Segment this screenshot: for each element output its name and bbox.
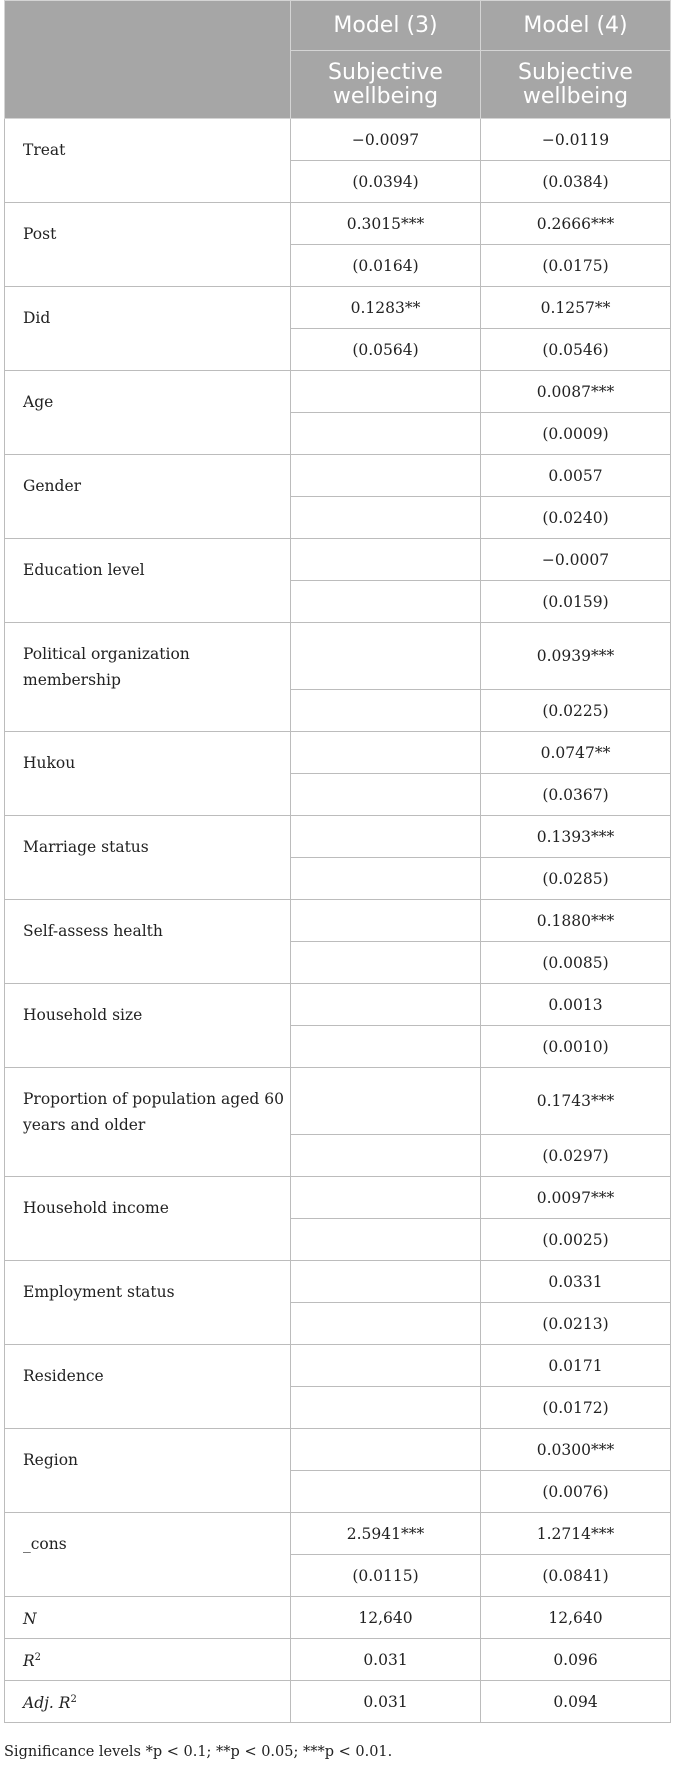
- coef-model-3: 2.5941***: [291, 1513, 481, 1555]
- table-row: [5, 371, 671, 413]
- table-row: [5, 1345, 671, 1387]
- table-row: [5, 539, 671, 581]
- table-row: [5, 287, 671, 329]
- table-row: [5, 732, 671, 774]
- coef-model-3: [291, 539, 481, 581]
- coef-model-4: 1.2714***: [481, 1513, 671, 1555]
- coef-model-4: 0.0300***: [481, 1429, 671, 1471]
- se-model-3: (0.0164): [291, 245, 481, 287]
- row-label: Political organization membership: [5, 623, 291, 732]
- coef-model-3: [291, 371, 481, 413]
- coef-model-3: [291, 455, 481, 497]
- se-model-3: [291, 690, 481, 732]
- stat-label-sup: 2: [34, 1651, 42, 1663]
- stat-label-sup: 2: [70, 1693, 77, 1705]
- coef-model-3: [291, 1429, 481, 1471]
- se-model-3: [291, 581, 481, 623]
- se-model-4: (0.0172): [481, 1387, 671, 1429]
- se-model-3: [291, 1471, 481, 1513]
- coef-model-3: [291, 1068, 481, 1135]
- se-model-4: (0.0076): [481, 1471, 671, 1513]
- stat-label: [5, 1597, 291, 1639]
- table-row: [5, 455, 671, 497]
- coef-model-4: 0.0747**: [481, 732, 671, 774]
- se-model-3: (0.0564): [291, 329, 481, 371]
- se-model-3: [291, 1303, 481, 1345]
- se-model-4: (0.0367): [481, 774, 671, 816]
- se-model-4: (0.0384): [481, 161, 671, 203]
- se-model-3: [291, 1219, 481, 1261]
- stat-model-3: 12,640: [291, 1597, 481, 1639]
- stat-model-4: 0.096: [481, 1639, 671, 1681]
- se-model-4: (0.0297): [481, 1135, 671, 1177]
- stats-row: [5, 1681, 671, 1723]
- row-label: Proportion of population aged 60 years and older: [5, 1068, 291, 1177]
- row-label: Household size: [5, 984, 291, 1068]
- se-model-4: (0.0841): [481, 1555, 671, 1597]
- coef-model-4: 0.0331: [481, 1261, 671, 1303]
- coef-model-3: [291, 1261, 481, 1303]
- row-label: Employment status: [5, 1261, 291, 1345]
- stat-label-text: Adj. R: [23, 1694, 71, 1713]
- se-model-4: (0.0285): [481, 858, 671, 900]
- stats-row: [5, 1597, 671, 1639]
- table-row: [5, 816, 671, 858]
- se-model-4: (0.0025): [481, 1219, 671, 1261]
- stat-model-4: 0.094: [481, 1681, 671, 1723]
- table-row: [5, 1068, 671, 1135]
- coef-model-3: [291, 1345, 481, 1387]
- coef-model-3: [291, 984, 481, 1026]
- coef-model-3: [291, 623, 481, 690]
- row-label: Marriage status: [5, 816, 291, 900]
- coef-model-4: 0.1743***: [481, 1068, 671, 1135]
- header-sub-model-3: [291, 51, 481, 119]
- coef-model-4: 0.1257**: [481, 287, 671, 329]
- row-label: Residence: [5, 1345, 291, 1429]
- se-model-3: (0.0115): [291, 1555, 481, 1597]
- coef-model-4: 0.0939***: [481, 623, 671, 690]
- table-row: [5, 119, 671, 161]
- se-model-3: [291, 858, 481, 900]
- coef-model-4: 0.2666***: [481, 203, 671, 245]
- se-model-3: [291, 497, 481, 539]
- header-model-3: Model (3): [291, 1, 481, 51]
- row-label: Self-assess health: [5, 900, 291, 984]
- stat-label: [5, 1639, 291, 1681]
- coef-model-3: [291, 1177, 481, 1219]
- row-label: Age: [5, 371, 291, 455]
- coef-model-4: 0.1880***: [481, 900, 671, 942]
- se-model-4: (0.0009): [481, 413, 671, 455]
- se-model-3: [291, 1387, 481, 1429]
- table-row: [5, 984, 671, 1026]
- coef-model-4: −0.0007: [481, 539, 671, 581]
- se-model-4: (0.0175): [481, 245, 671, 287]
- row-label: Hukou: [5, 732, 291, 816]
- coef-model-4: 0.0097***: [481, 1177, 671, 1219]
- row-label: _cons: [5, 1513, 291, 1597]
- stat-model-3: 0.031: [291, 1639, 481, 1681]
- stat-label-text: R: [23, 1652, 35, 1671]
- coef-model-3: [291, 732, 481, 774]
- table-body: [5, 119, 671, 1723]
- se-model-4: (0.0085): [481, 942, 671, 984]
- se-model-3: (0.0394): [291, 161, 481, 203]
- coef-model-4: 0.0087***: [481, 371, 671, 413]
- row-label: Household income: [5, 1177, 291, 1261]
- table-row: [5, 1429, 671, 1471]
- header-sub-model-4: [481, 51, 671, 119]
- coef-model-3: [291, 900, 481, 942]
- row-label: Post: [5, 203, 291, 287]
- regression-table: [4, 0, 671, 1723]
- se-model-4: (0.0240): [481, 497, 671, 539]
- table-row: [5, 1513, 671, 1555]
- row-label: Gender: [5, 455, 291, 539]
- coef-model-3: 0.1283**: [291, 287, 481, 329]
- table-row: [5, 623, 671, 690]
- stat-model-3: 0.031: [291, 1681, 481, 1723]
- footnote: Significance levels *p < 0.1; **p < 0.05; ***p < 0.01.: [4, 1744, 393, 1760]
- row-label: Treat: [5, 119, 291, 203]
- stats-row: [5, 1639, 671, 1681]
- header-corner-cell: [5, 1, 291, 119]
- stat-model-4: 12,640: [481, 1597, 671, 1639]
- se-model-3: [291, 942, 481, 984]
- coef-model-3: 0.3015***: [291, 203, 481, 245]
- se-model-3: [291, 413, 481, 455]
- table-row: [5, 203, 671, 245]
- header-model-4: Model (4): [481, 1, 671, 51]
- se-model-4: (0.0010): [481, 1026, 671, 1068]
- row-label: Did: [5, 287, 291, 371]
- table-row: [5, 900, 671, 942]
- row-label: Region: [5, 1429, 291, 1513]
- se-model-4: (0.0546): [481, 329, 671, 371]
- se-model-3: [291, 774, 481, 816]
- table-row: [5, 1261, 671, 1303]
- coef-model-4: 0.0013: [481, 984, 671, 1026]
- se-model-4: (0.0159): [481, 581, 671, 623]
- table-row: [5, 1177, 671, 1219]
- coef-model-3: −0.0097: [291, 119, 481, 161]
- se-model-4: (0.0213): [481, 1303, 671, 1345]
- subheader-text: Subjective wellbeing: [328, 59, 443, 109]
- se-model-3: [291, 1135, 481, 1177]
- coef-model-4: 0.0057: [481, 455, 671, 497]
- se-model-3: [291, 1026, 481, 1068]
- coef-model-4: 0.1393***: [481, 816, 671, 858]
- subheader-text: Subjective wellbeing: [518, 59, 633, 109]
- coef-model-4: −0.0119: [481, 119, 671, 161]
- coef-model-3: [291, 816, 481, 858]
- stat-label: [5, 1681, 291, 1723]
- stat-label-text: N: [23, 1610, 37, 1629]
- coef-model-4: 0.0171: [481, 1345, 671, 1387]
- se-model-4: (0.0225): [481, 690, 671, 732]
- row-label: Education level: [5, 539, 291, 623]
